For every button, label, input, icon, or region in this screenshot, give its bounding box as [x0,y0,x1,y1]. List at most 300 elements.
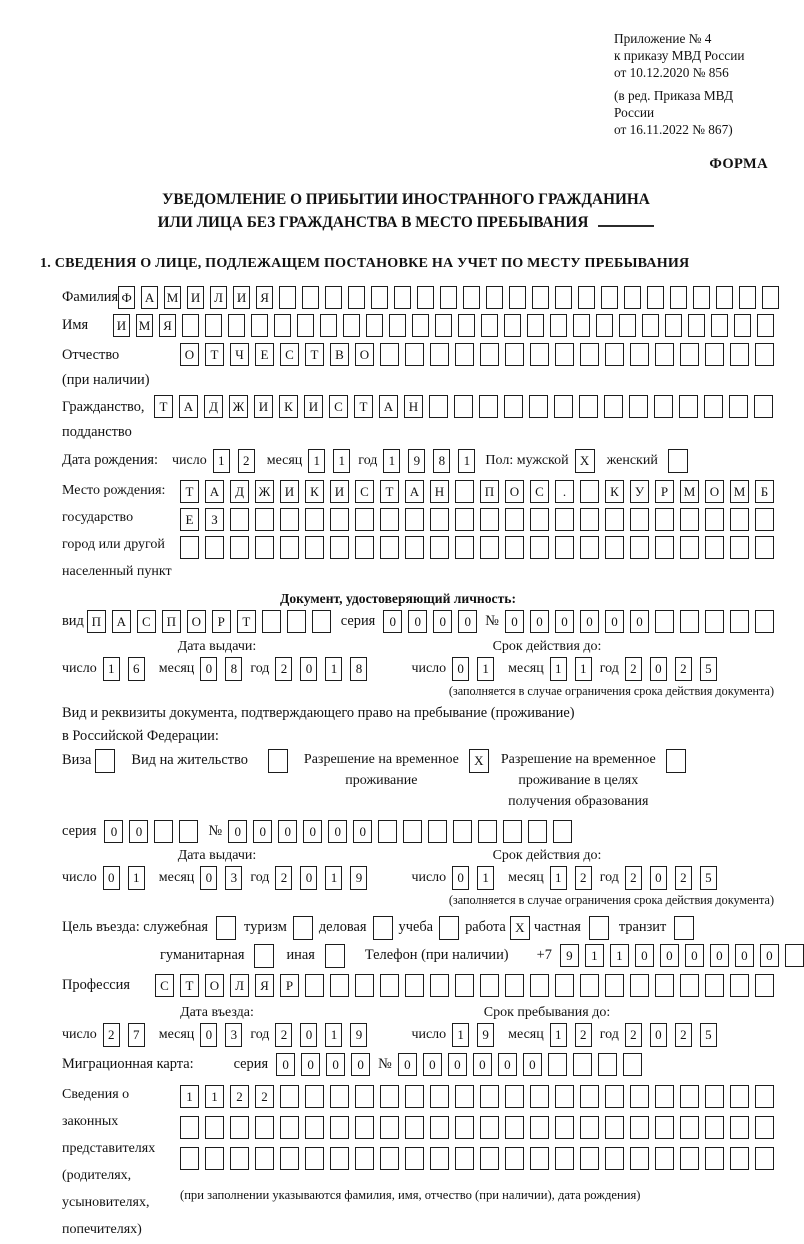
char-cell[interactable] [730,343,749,366]
birth-place-cells-row2[interactable] [180,508,774,531]
char-cell[interactable] [705,508,724,531]
char-cell[interactable] [755,343,774,366]
char-cell[interactable] [505,1116,524,1139]
purpose-work-checkbox[interactable] [510,916,530,940]
char-cell[interactable]: 9 [408,449,425,473]
char-cell[interactable]: К [605,480,624,503]
char-cell[interactable] [605,1116,624,1139]
char-cell[interactable] [619,314,636,337]
char-cell[interactable] [555,1085,574,1108]
char-cell[interactable] [655,508,674,531]
char-cell[interactable] [230,1116,249,1139]
char-cell[interactable] [478,820,497,843]
char-cell[interactable]: 8 [225,657,242,681]
char-cell[interactable]: 0 [300,866,317,890]
char-cell[interactable] [455,1116,474,1139]
char-cell[interactable] [430,974,449,997]
char-cell[interactable] [302,286,319,309]
birth-month-cells[interactable] [308,449,350,473]
char-cell[interactable]: 1 [308,449,325,473]
char-cell[interactable]: 1 [477,657,494,681]
char-cell[interactable]: Т [205,343,224,366]
char-cell[interactable] [555,508,574,531]
birth-place-cells-row1[interactable] [180,480,774,503]
char-cell[interactable] [555,1116,574,1139]
char-cell[interactable]: С [329,395,348,418]
purpose-tourism-checkbox[interactable] [293,916,313,940]
doc-number-cells[interactable] [505,610,774,633]
char-cell[interactable] [205,1147,224,1170]
char-cell[interactable] [705,1116,724,1139]
char-cell[interactable] [430,1085,449,1108]
char-cell[interactable]: Ж [255,480,274,503]
char-cell[interactable] [550,314,567,337]
char-cell[interactable] [530,1116,549,1139]
char-cell[interactable] [680,508,699,531]
char-cell[interactable] [655,1147,674,1170]
char-cell[interactable] [355,1085,374,1108]
purpose-humanitarian-checkbox[interactable] [254,944,274,968]
char-cell[interactable] [716,286,733,309]
char-cell[interactable]: Т [180,974,199,997]
doc-kind-cells[interactable] [87,610,331,633]
char-cell[interactable] [405,1085,424,1108]
char-cell[interactable] [580,1085,599,1108]
char-cell[interactable]: 0 [104,820,123,843]
char-cell[interactable] [205,1116,224,1139]
char-cell[interactable]: 5 [700,1023,717,1047]
char-cell[interactable] [405,508,424,531]
char-cell[interactable] [280,508,299,531]
char-cell[interactable] [604,395,623,418]
char-cell[interactable] [705,536,724,559]
char-cell[interactable] [486,286,503,309]
char-cell[interactable]: 0 [398,1053,417,1076]
char-cell[interactable] [287,610,306,633]
char-cell[interactable] [530,1085,549,1108]
char-cell[interactable] [580,343,599,366]
char-cell[interactable] [348,286,365,309]
res-valid-day-cells[interactable] [452,866,494,890]
char-cell[interactable] [480,1085,499,1108]
char-cell[interactable]: Я [159,314,176,337]
char-cell[interactable] [757,314,774,337]
char-cell[interactable] [405,1147,424,1170]
char-cell[interactable]: Ч [230,343,249,366]
char-cell[interactable] [555,974,574,997]
char-cell[interactable]: 2 [575,866,592,890]
char-cell[interactable]: 1 [610,944,629,967]
char-cell[interactable]: 1 [128,866,145,890]
char-cell[interactable]: 2 [675,866,692,890]
char-cell[interactable]: Я [255,974,274,997]
char-cell[interactable] [630,974,649,997]
char-cell[interactable] [95,749,115,773]
char-cell[interactable] [366,314,383,337]
char-cell[interactable]: 0 [498,1053,517,1076]
char-cell[interactable] [325,286,342,309]
char-cell[interactable]: 0 [301,1053,320,1076]
purpose-private-checkbox[interactable] [589,916,609,940]
char-cell[interactable] [755,974,774,997]
char-cell[interactable]: 1 [205,1085,224,1108]
char-cell[interactable] [705,610,724,633]
char-cell[interactable]: 2 [238,449,255,473]
char-cell[interactable] [630,536,649,559]
char-cell[interactable]: 8 [350,657,367,681]
purpose-study-checkbox[interactable] [439,916,459,940]
char-cell[interactable]: 2 [675,657,692,681]
char-cell[interactable] [580,1147,599,1170]
char-cell[interactable]: Т [380,480,399,503]
char-cell[interactable]: 0 [555,610,574,633]
char-cell[interactable] [380,1085,399,1108]
char-cell[interactable] [330,536,349,559]
char-cell[interactable] [680,610,699,633]
char-cell[interactable] [642,314,659,337]
citizenship-cells[interactable] [154,395,773,418]
char-cell[interactable] [624,286,641,309]
char-cell[interactable]: 0 [685,944,704,967]
char-cell[interactable]: И [280,480,299,503]
char-cell[interactable] [601,286,618,309]
char-cell[interactable] [371,286,388,309]
char-cell[interactable] [705,1147,724,1170]
char-cell[interactable]: Е [255,343,274,366]
purpose-business-checkbox[interactable] [373,916,393,940]
char-cell[interactable] [280,1147,299,1170]
char-cell[interactable] [529,395,548,418]
char-cell[interactable] [180,1116,199,1139]
char-cell[interactable] [680,1116,699,1139]
char-cell[interactable] [412,314,429,337]
purpose-official-checkbox[interactable] [216,916,236,940]
char-cell[interactable] [305,974,324,997]
char-cell[interactable] [480,343,499,366]
char-cell[interactable] [440,286,457,309]
char-cell[interactable]: 0 [635,944,654,967]
char-cell[interactable] [505,974,524,997]
mc-number-cells[interactable] [398,1053,642,1076]
temp-permit-checkbox[interactable] [469,749,489,773]
char-cell[interactable] [330,508,349,531]
char-cell[interactable] [693,286,710,309]
char-cell[interactable]: 0 [103,866,120,890]
char-cell[interactable] [729,395,748,418]
char-cell[interactable]: 1 [458,449,475,473]
char-cell[interactable] [297,314,314,337]
char-cell[interactable]: П [87,610,106,633]
char-cell[interactable] [480,1116,499,1139]
char-cell[interactable]: С [355,480,374,503]
char-cell[interactable] [180,536,199,559]
char-cell[interactable]: 1 [550,866,567,890]
char-cell[interactable]: Т [305,343,324,366]
char-cell[interactable] [598,1053,617,1076]
char-cell[interactable]: З [205,508,224,531]
char-cell[interactable] [293,916,313,940]
char-cell[interactable]: X [575,449,595,473]
char-cell[interactable] [262,610,281,633]
char-cell[interactable]: 2 [255,1085,274,1108]
char-cell[interactable]: 0 [660,944,679,967]
char-cell[interactable] [430,1147,449,1170]
char-cell[interactable] [755,1085,774,1108]
char-cell[interactable]: 0 [605,610,624,633]
char-cell[interactable] [254,944,274,968]
char-cell[interactable] [430,1116,449,1139]
char-cell[interactable] [605,536,624,559]
char-cell[interactable] [605,508,624,531]
char-cell[interactable] [665,314,682,337]
char-cell[interactable] [580,536,599,559]
birth-day-cells[interactable] [213,449,255,473]
char-cell[interactable] [555,343,574,366]
id-valid-day-cells[interactable] [452,657,494,681]
char-cell[interactable] [688,314,705,337]
char-cell[interactable]: И [113,314,130,337]
char-cell[interactable] [680,343,699,366]
char-cell[interactable]: 2 [275,657,292,681]
char-cell[interactable]: 0 [650,657,667,681]
char-cell[interactable] [430,536,449,559]
char-cell[interactable] [504,314,521,337]
char-cell[interactable] [179,820,198,843]
char-cell[interactable] [739,286,756,309]
char-cell[interactable] [205,536,224,559]
birth-place-cells-row3[interactable] [180,536,774,559]
char-cell[interactable]: К [305,480,324,503]
char-cell[interactable] [380,974,399,997]
female-checkbox[interactable] [668,449,688,473]
char-cell[interactable]: 0 [473,1053,492,1076]
char-cell[interactable]: О [505,480,524,503]
char-cell[interactable]: 0 [433,610,452,633]
char-cell[interactable]: П [480,480,499,503]
char-cell[interactable] [330,1147,349,1170]
char-cell[interactable] [255,508,274,531]
char-cell[interactable] [629,395,648,418]
char-cell[interactable]: 0 [760,944,779,967]
char-cell[interactable] [405,536,424,559]
char-cell[interactable] [679,395,698,418]
char-cell[interactable]: 0 [228,820,247,843]
char-cell[interactable]: Р [280,974,299,997]
char-cell[interactable] [216,916,236,940]
profession-cells[interactable] [155,974,774,997]
char-cell[interactable] [555,286,572,309]
char-cell[interactable] [455,343,474,366]
char-cell[interactable] [711,314,728,337]
char-cell[interactable] [305,1116,324,1139]
char-cell[interactable] [255,1116,274,1139]
res-valid-year-cells[interactable] [625,866,717,890]
char-cell[interactable]: 1 [550,1023,567,1047]
char-cell[interactable]: 0 [200,1023,217,1047]
mc-series-cells[interactable] [276,1053,370,1076]
char-cell[interactable] [530,343,549,366]
char-cell[interactable]: 0 [650,1023,667,1047]
char-cell[interactable]: 0 [505,610,524,633]
char-cell[interactable]: С [155,974,174,997]
surname-cells[interactable] [118,286,779,309]
char-cell[interactable] [655,1116,674,1139]
char-cell[interactable] [325,944,345,968]
char-cell[interactable] [755,508,774,531]
char-cell[interactable] [274,314,291,337]
char-cell[interactable]: А [379,395,398,418]
char-cell[interactable] [730,610,749,633]
legal-rep-cells-row1[interactable] [180,1085,774,1108]
res-issue-day-cells[interactable] [103,866,145,890]
char-cell[interactable]: 0 [253,820,272,843]
char-cell[interactable] [455,1085,474,1108]
char-cell[interactable]: 1 [383,449,400,473]
res-issue-month-cells[interactable] [200,866,242,890]
char-cell[interactable]: 2 [625,657,642,681]
legal-rep-cells-row3[interactable] [180,1147,774,1170]
char-cell[interactable] [704,395,723,418]
char-cell[interactable] [655,974,674,997]
char-cell[interactable] [403,820,422,843]
char-cell[interactable]: X [469,749,489,773]
char-cell[interactable]: А [205,480,224,503]
char-cell[interactable]: 0 [710,944,729,967]
char-cell[interactable]: 0 [408,610,427,633]
char-cell[interactable] [532,286,549,309]
char-cell[interactable]: К [279,395,298,418]
char-cell[interactable] [528,820,547,843]
char-cell[interactable] [580,508,599,531]
char-cell[interactable]: П [162,610,181,633]
char-cell[interactable]: 0 [448,1053,467,1076]
char-cell[interactable]: 0 [276,1053,295,1076]
char-cell[interactable]: С [280,343,299,366]
char-cell[interactable] [230,536,249,559]
char-cell[interactable]: С [530,480,549,503]
char-cell[interactable] [666,749,686,773]
res-series-cells[interactable] [104,820,198,843]
char-cell[interactable]: В [330,343,349,366]
char-cell[interactable]: 2 [230,1085,249,1108]
char-cell[interactable]: 3 [225,866,242,890]
char-cell[interactable]: X [510,916,530,940]
char-cell[interactable] [355,1147,374,1170]
char-cell[interactable] [755,536,774,559]
char-cell[interactable]: 9 [560,944,579,967]
residence-permit-checkbox[interactable] [268,749,288,773]
char-cell[interactable]: 2 [575,1023,592,1047]
char-cell[interactable] [605,1147,624,1170]
char-cell[interactable] [505,1085,524,1108]
char-cell[interactable]: Т [354,395,373,418]
char-cell[interactable]: . [555,480,574,503]
edu-permit-checkbox[interactable] [666,749,686,773]
char-cell[interactable] [435,314,452,337]
char-cell[interactable] [630,1147,649,1170]
char-cell[interactable] [680,536,699,559]
char-cell[interactable] [405,974,424,997]
char-cell[interactable]: 1 [585,944,604,967]
char-cell[interactable] [505,536,524,559]
char-cell[interactable] [554,395,573,418]
char-cell[interactable] [228,314,245,337]
char-cell[interactable]: Р [212,610,231,633]
entry-year-cells[interactable] [275,1023,367,1047]
char-cell[interactable] [730,1116,749,1139]
char-cell[interactable] [255,536,274,559]
char-cell[interactable]: И [254,395,273,418]
char-cell[interactable] [674,916,694,940]
char-cell[interactable]: Е [180,508,199,531]
char-cell[interactable] [580,1116,599,1139]
char-cell[interactable] [785,944,804,967]
char-cell[interactable]: 0 [650,866,667,890]
char-cell[interactable]: 0 [351,1053,370,1076]
res-number-cells[interactable] [228,820,572,843]
char-cell[interactable]: Д [204,395,223,418]
char-cell[interactable]: О [705,480,724,503]
char-cell[interactable]: Т [154,395,173,418]
char-cell[interactable] [355,1116,374,1139]
char-cell[interactable] [230,1147,249,1170]
char-cell[interactable] [578,286,595,309]
char-cell[interactable]: 0 [530,610,549,633]
char-cell[interactable] [455,536,474,559]
char-cell[interactable]: Н [430,480,449,503]
char-cell[interactable]: 0 [630,610,649,633]
char-cell[interactable]: О [187,610,206,633]
char-cell[interactable] [430,508,449,531]
char-cell[interactable]: А [179,395,198,418]
char-cell[interactable] [454,395,473,418]
char-cell[interactable] [647,286,664,309]
char-cell[interactable] [380,1116,399,1139]
char-cell[interactable] [705,974,724,997]
char-cell[interactable]: Л [230,974,249,997]
stay-month-cells[interactable] [550,1023,592,1047]
char-cell[interactable]: И [187,286,204,309]
char-cell[interactable] [573,314,590,337]
char-cell[interactable]: И [304,395,323,418]
char-cell[interactable] [480,508,499,531]
stay-year-cells[interactable] [625,1023,717,1047]
char-cell[interactable] [330,1085,349,1108]
char-cell[interactable]: 8 [433,449,450,473]
char-cell[interactable] [205,314,222,337]
id-valid-year-cells[interactable] [625,657,717,681]
char-cell[interactable] [320,314,337,337]
char-cell[interactable] [555,536,574,559]
char-cell[interactable]: А [112,610,131,633]
char-cell[interactable]: М [136,314,153,337]
char-cell[interactable] [555,1147,574,1170]
char-cell[interactable]: У [630,480,649,503]
char-cell[interactable] [463,286,480,309]
char-cell[interactable]: 7 [128,1023,145,1047]
char-cell[interactable]: 6 [128,657,145,681]
char-cell[interactable] [730,974,749,997]
char-cell[interactable] [605,974,624,997]
char-cell[interactable] [405,343,424,366]
char-cell[interactable]: 1 [180,1085,199,1108]
char-cell[interactable]: 1 [575,657,592,681]
char-cell[interactable] [330,974,349,997]
entry-day-cells[interactable] [103,1023,145,1047]
char-cell[interactable] [480,974,499,997]
char-cell[interactable] [180,1147,199,1170]
char-cell[interactable]: 0 [383,610,402,633]
